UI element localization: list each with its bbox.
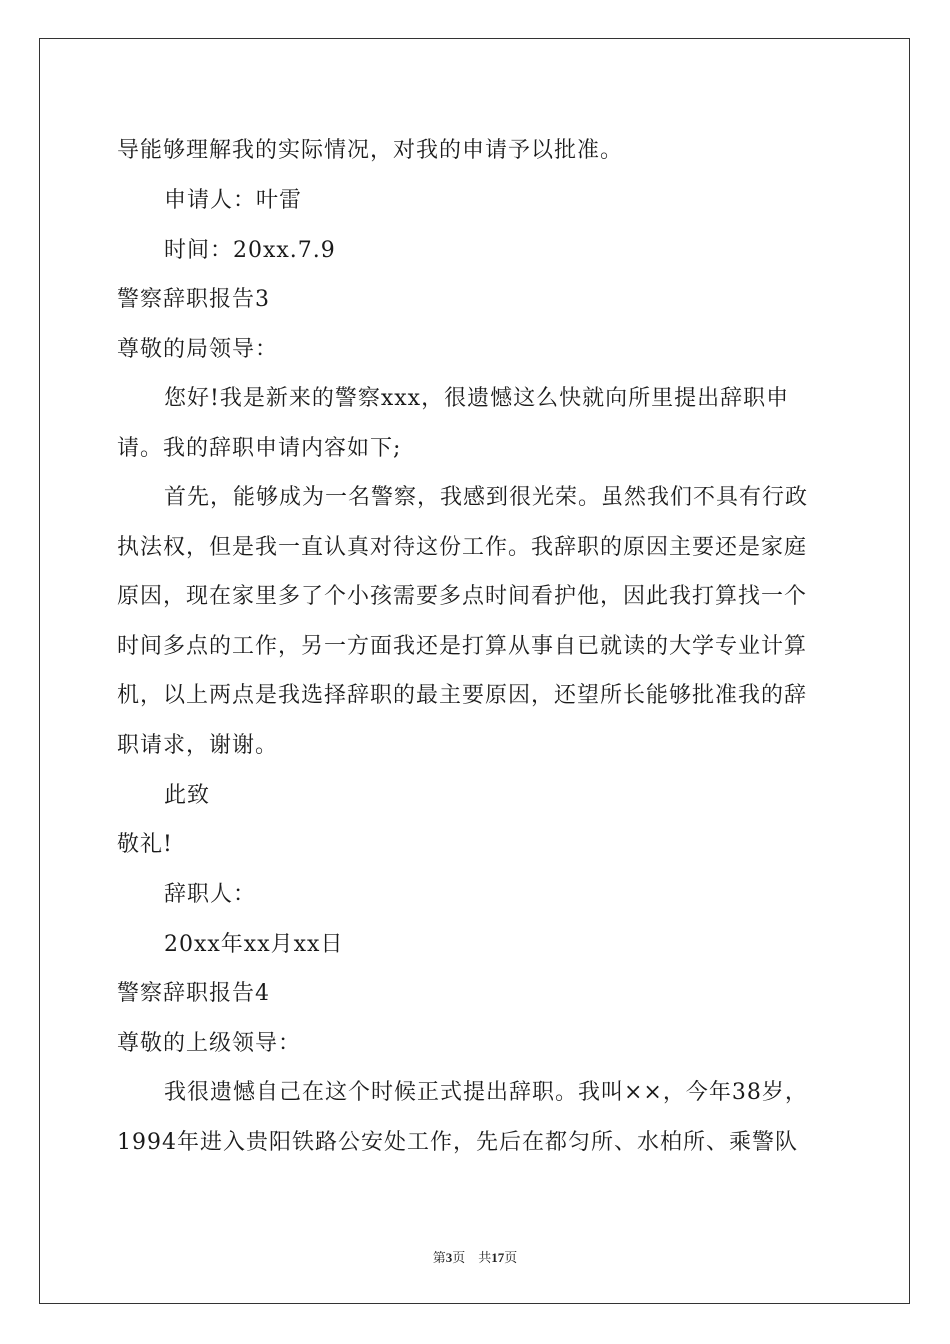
paragraph-line: 执法权，但是我一直认真对待这份工作。我辞职的原因主要还是家庭 bbox=[117, 535, 808, 560]
applicant-line: 申请人：叶雷 bbox=[164, 188, 303, 213]
paragraph-line: 时间多点的工作，另一方面我还是打算从事自已就读的大学专业计算 bbox=[117, 634, 808, 659]
footer-prefix: 第 bbox=[432, 1250, 446, 1265]
paragraph-line: 导能够理解我的实际情况，对我的申请予以批准。 bbox=[117, 138, 624, 163]
signer-line: 辞职人： bbox=[164, 882, 257, 907]
salutation: 尊敬的上级领导： bbox=[117, 1031, 302, 1056]
paragraph-line: 职请求，谢谢。 bbox=[117, 733, 279, 758]
date-line: 时间：20xx.7.9 bbox=[164, 238, 336, 263]
footer-mid: 页 共 bbox=[452, 1250, 492, 1265]
paragraph-line: 您好!我是新来的警察xxx，很遗憾这么快就向所里提出辞职申 bbox=[164, 386, 790, 411]
total-pages-number: 17 bbox=[491, 1250, 505, 1265]
salutation: 尊敬的局领导： bbox=[117, 337, 279, 362]
section-title: 警察辞职报告4 bbox=[117, 981, 270, 1006]
page-border bbox=[39, 38, 910, 1304]
paragraph-line: 我很遗憾自己在这个时候正式提出辞职。我叫××，今年38岁， bbox=[164, 1080, 808, 1105]
paragraph-line: 机，以上两点是我选择辞职的最主要原因，还望所长能够批准我的辞 bbox=[117, 683, 808, 708]
section-title: 警察辞职报告3 bbox=[117, 287, 270, 312]
paragraph-line: 首先，能够成为一名警察，我感到很光荣。虽然我们不具有行政 bbox=[164, 485, 809, 510]
paragraph-line: 请。我的辞职申请内容如下; bbox=[117, 436, 402, 461]
current-page-number: 3 bbox=[445, 1250, 453, 1265]
footer-suffix: 页 bbox=[504, 1250, 518, 1265]
paragraph-line: 1994年进入贵阳铁路公安处工作，先后在都匀所、水柏所、乘警队 bbox=[117, 1130, 798, 1155]
page-footer bbox=[0, 1247, 950, 1266]
date-line: 20xx年xx月xx日 bbox=[164, 932, 344, 957]
paragraph-line: 原因，现在家里多了个小孩需要多点时间看护他，因此我打算找一个 bbox=[117, 584, 808, 609]
closing-line: 此致 bbox=[164, 783, 211, 808]
closing-line: 敬礼! bbox=[117, 832, 173, 857]
